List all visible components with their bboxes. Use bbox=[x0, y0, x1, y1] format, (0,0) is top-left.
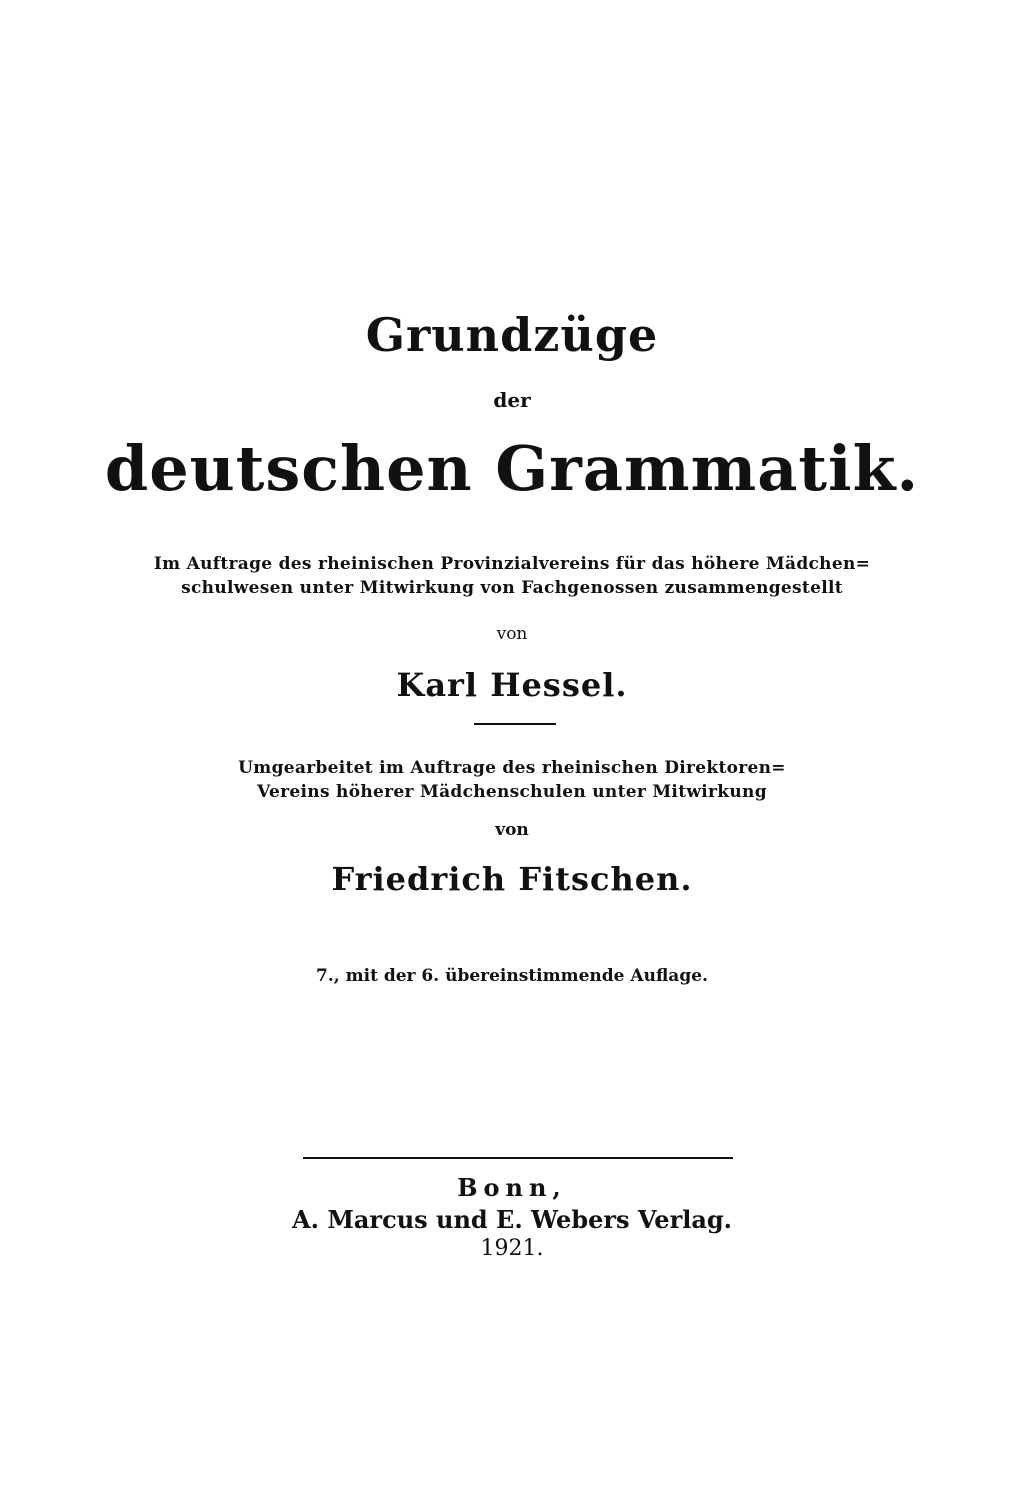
commission-line-1: Im Auftrage des rheinischen Provinzialvereins für das höhere Mädchen= bbox=[153, 554, 871, 574]
imprint-divider bbox=[303, 1157, 733, 1159]
imprint-year: 1921. bbox=[480, 1236, 544, 1261]
revision-line-1: Umgearbeitet im Auftrage des rheinischen Direktoren= bbox=[238, 758, 786, 778]
imprint-publisher: A. Marcus und E. Webers Verlag. bbox=[291, 1205, 733, 1234]
commission-line-2: schulwesen unter Mitwirkung von Fachgenossen zusammengestellt bbox=[181, 578, 843, 598]
by-label-2: von bbox=[495, 820, 529, 840]
by-label-1: von bbox=[496, 624, 528, 644]
author-name-1: Karl Hessel. bbox=[396, 666, 628, 704]
imprint-city: Bonn, bbox=[457, 1173, 567, 1202]
revision-line-2: Vereins höherer Mädchenschulen unter Mitwirkung bbox=[257, 782, 767, 802]
book-title: Grundzüge bbox=[365, 308, 659, 362]
book-title-large: deutschen Grammatik. bbox=[104, 432, 920, 505]
book-title-article: der bbox=[493, 388, 531, 412]
edition-note: 7., mit der 6. übereinstimmende Auflage. bbox=[316, 966, 708, 986]
author-name-2: Friedrich Fitschen. bbox=[331, 860, 693, 898]
short-divider bbox=[474, 723, 556, 725]
